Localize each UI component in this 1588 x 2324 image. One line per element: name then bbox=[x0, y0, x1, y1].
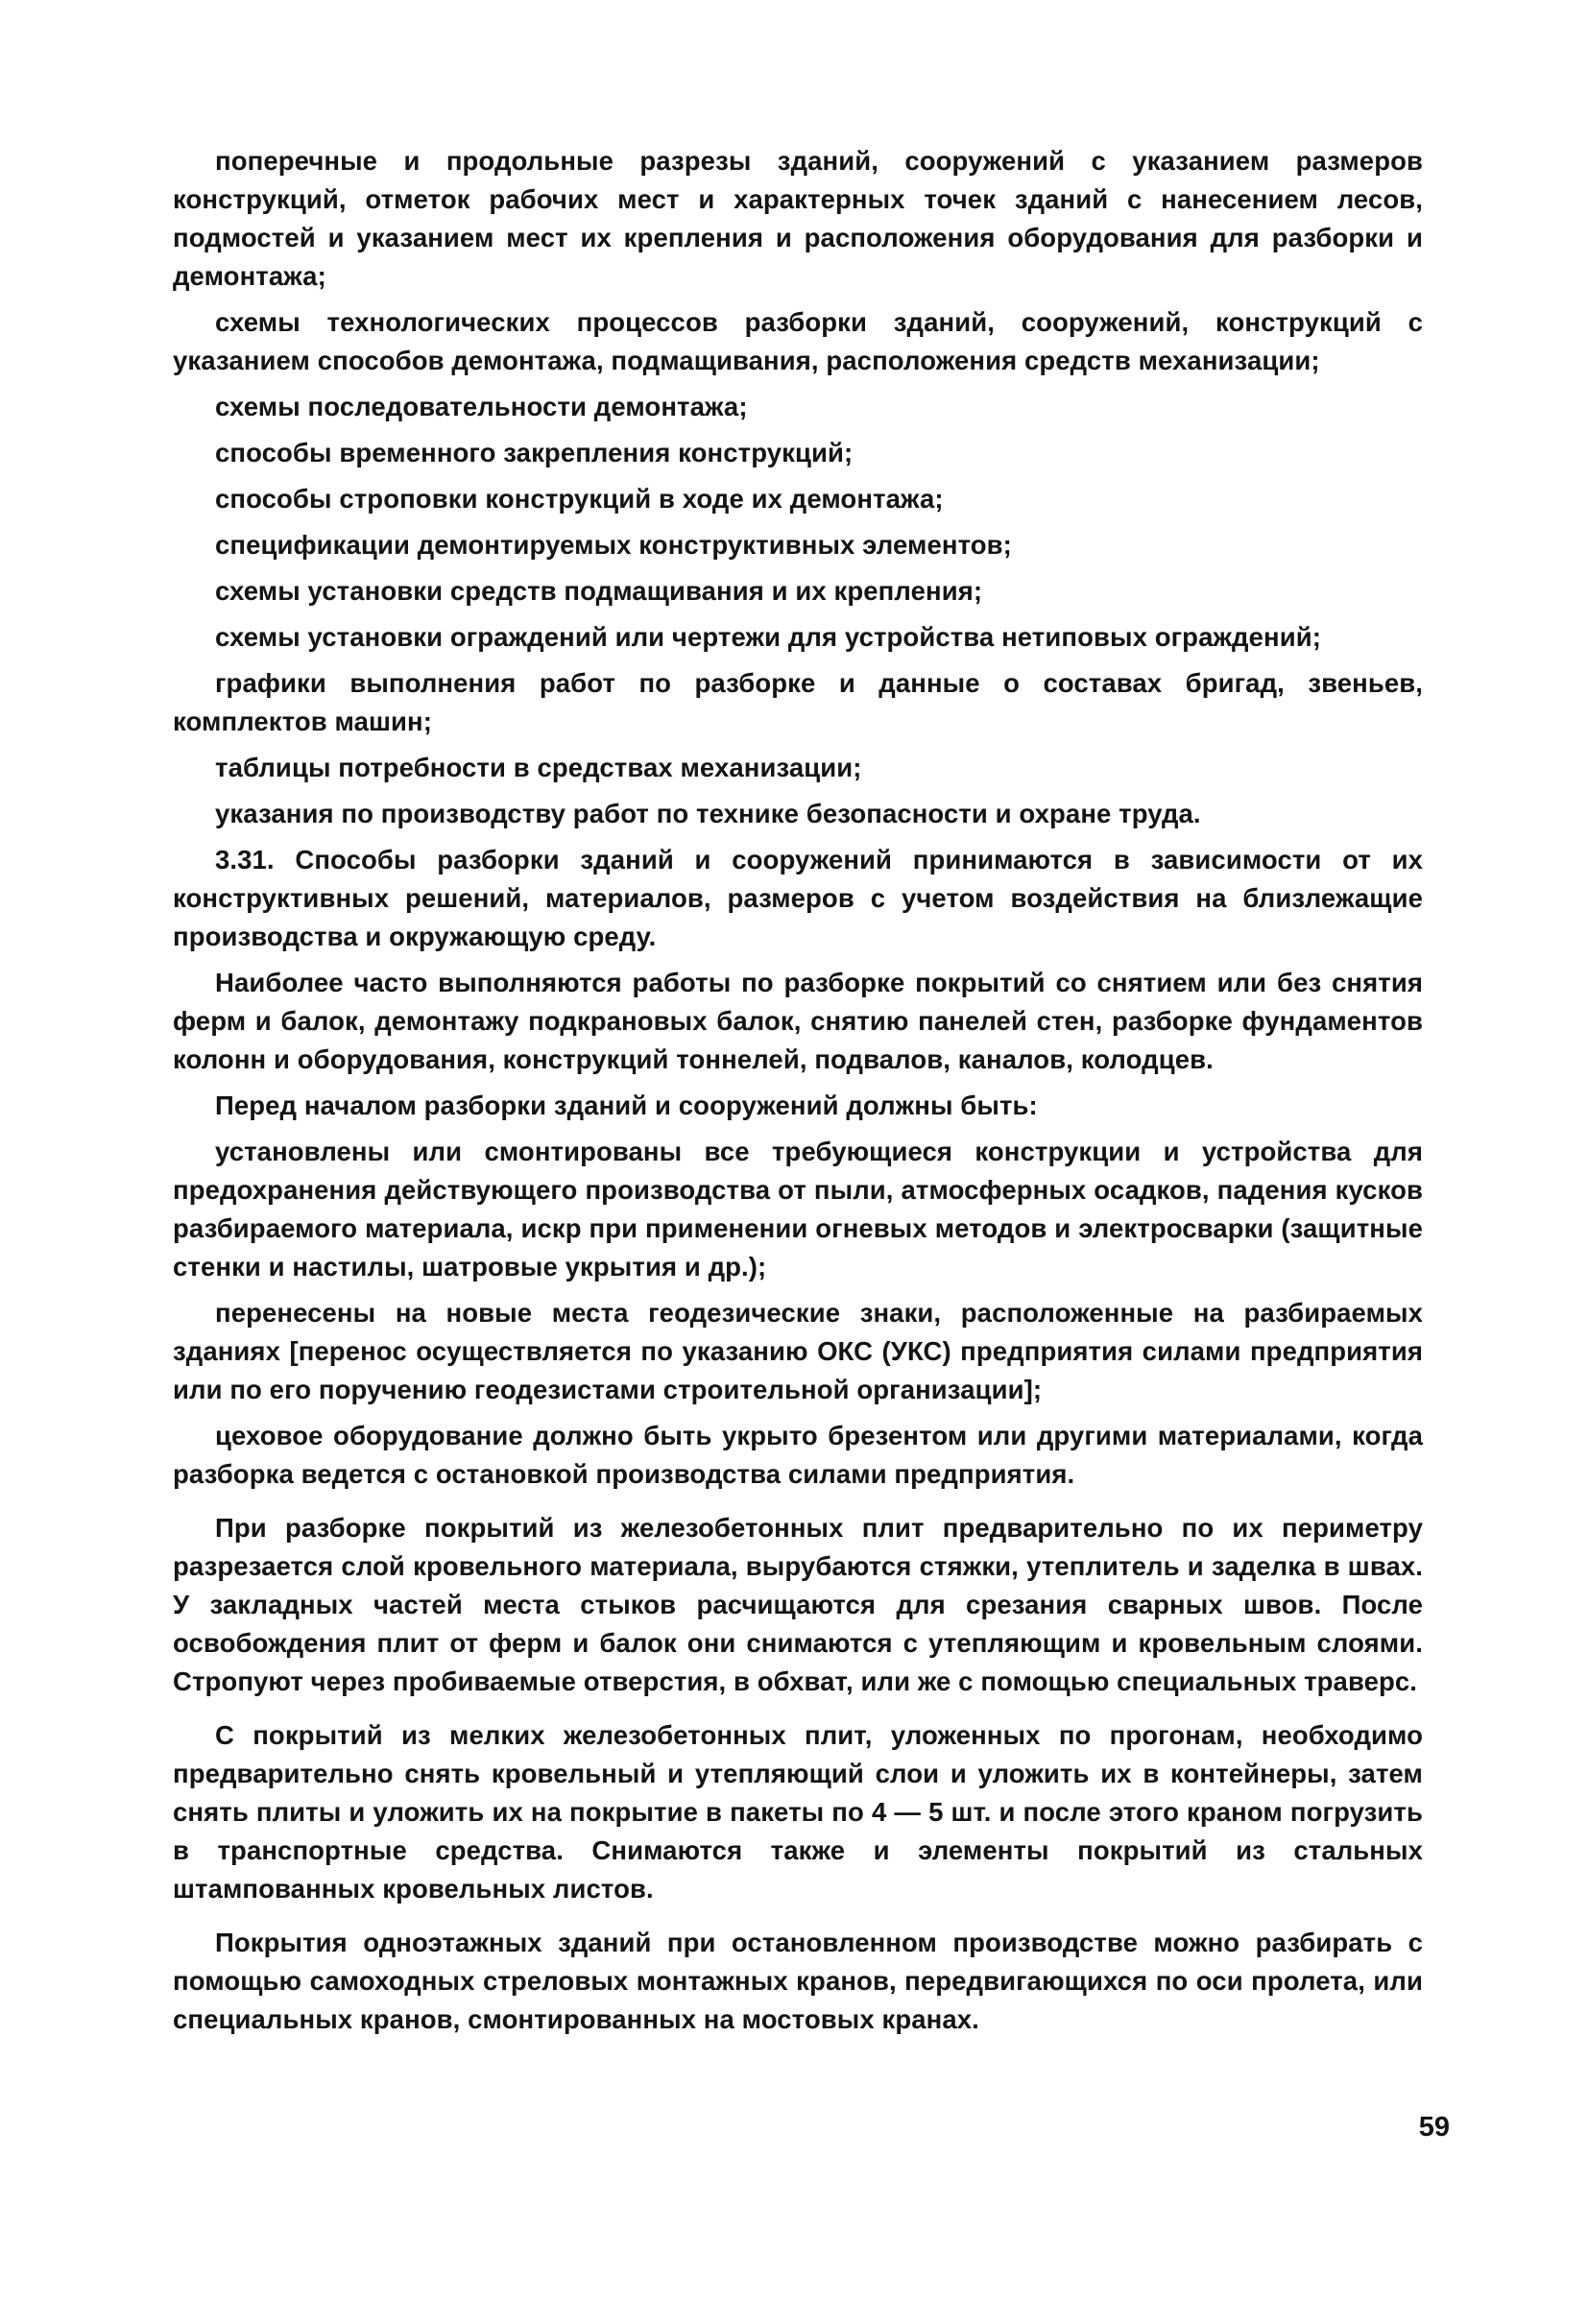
paragraph-11: указания по производству работ по технике безопасности и охране труда. bbox=[215, 799, 1201, 828]
paragraph-16: перенесены на новые места геодезические знаки, расположенные на разбираемых зданиях [перенос осуществляется по указанию ОКС (УКС) предприятия силами предприятия или по его поручению геодезистами строительной организации]; bbox=[173, 1298, 1423, 1404]
paragraph-3: схемы последовательности демонтажа; bbox=[215, 392, 748, 421]
paragraph-10: таблицы потребности в средствах механизации; bbox=[215, 753, 862, 782]
page-number: 59 bbox=[1418, 2112, 1450, 2143]
paragraph-14: Перед началом разборки зданий и сооружений должны быть: bbox=[215, 1090, 1038, 1120]
paragraph-6: спецификации демонтируемых конструктивных элементов; bbox=[215, 530, 1012, 560]
paragraph-15: установлены или смонтированы все требующиеся конструкции и устройства для предохранения действующего производства от пыли, атмосферных осадков, падения кусков разбираемого материала, искр при применении огневых методов и электросварки (защитные стенки и настилы, шатровые укрытия и др.); bbox=[173, 1137, 1423, 1282]
paragraph-12-section-3-31: 3.31. Способы разборки зданий и сооружений принимаются в зависимости от их конструктивных решений, материалов, размеров с учетом воздействия на близлежащие производства и окружающую среду. bbox=[173, 845, 1423, 951]
paragraph-7: схемы установки средств подмащивания и их крепления; bbox=[215, 576, 983, 606]
paragraph-17: цеховое оборудование должно быть укрыто брезентом или другими материалами, когда разборка ведется с остановкой производства силами предприятия. bbox=[173, 1421, 1423, 1489]
paragraph-4: способы временного закрепления конструкций; bbox=[215, 438, 854, 467]
paragraph-2: схемы технологических процессов разборки зданий, сооружений, конструкций с указанием способов демонтажа, подмащивания, расположения средств механизации; bbox=[173, 307, 1423, 375]
paragraph-18: При разборке покрытий из железобетонных плит предварительно по их периметру разрезается слой кровельного материала, вырубаются стяжки, утеплитель и заделка в швах. У закладных частей места стыков расчищаются для срезания сварных швов. После освобождения плит от ферм и балок они снимаются с утепляющим и кровельным слоями. Стропуют через пробиваемые отверстия, в обхват, или же с помощью специальных траверс. bbox=[173, 1513, 1423, 1696]
page-body bbox=[173, 142, 1423, 2047]
paragraph-13: Наиболее часто выполняются работы по разборке покрытий со снятием или без снятия ферм и балок, демонтажу подкрановых балок, снятию панелей стен, разборке фундаментов колонн и оборудования, конструкций тоннелей, подвалов, каналов, колодцев. bbox=[173, 968, 1423, 1074]
paragraph-8: схемы установки ограждений или чертежи для устройства нетиповых ограждений; bbox=[215, 622, 1321, 652]
paragraph-1: поперечные и продольные разрезы зданий, сооружений с указанием размеров конструкций, отметок рабочих мест и характерных точек зданий с нанесением лесов, подмостей и указанием мест их крепления и расположения оборудования для разборки и демонтажа; bbox=[173, 146, 1423, 291]
paragraph-9: графики выполнения работ по разборке и данные о составах бригад, звеньев, комплектов машин; bbox=[173, 668, 1423, 736]
paragraph-20: Покрытия одноэтажных зданий при остановленном производстве можно разбирать с помощью самоходных стреловых монтажных кранов, передвигающихся по оси пролета, или специальных кранов, смонтированных на мостовых кранах. bbox=[173, 1928, 1423, 2034]
paragraph-19: С покрытий из мелких железобетонных плит, уложенных по прогонам, необходимо предварительно снять кровельный и утепляющий слои и уложить их в контейнеры, затем снять плиты и уложить их на покрытие в пакеты по 4 — 5 шт. и после этого краном погрузить в транспортные средства. Снимаются также и элементы покрытий из стальных штампованных кровельных листов. bbox=[173, 1720, 1423, 1904]
paragraph-5: способы строповки конструкций в ходе их демонтажа; bbox=[215, 484, 944, 514]
